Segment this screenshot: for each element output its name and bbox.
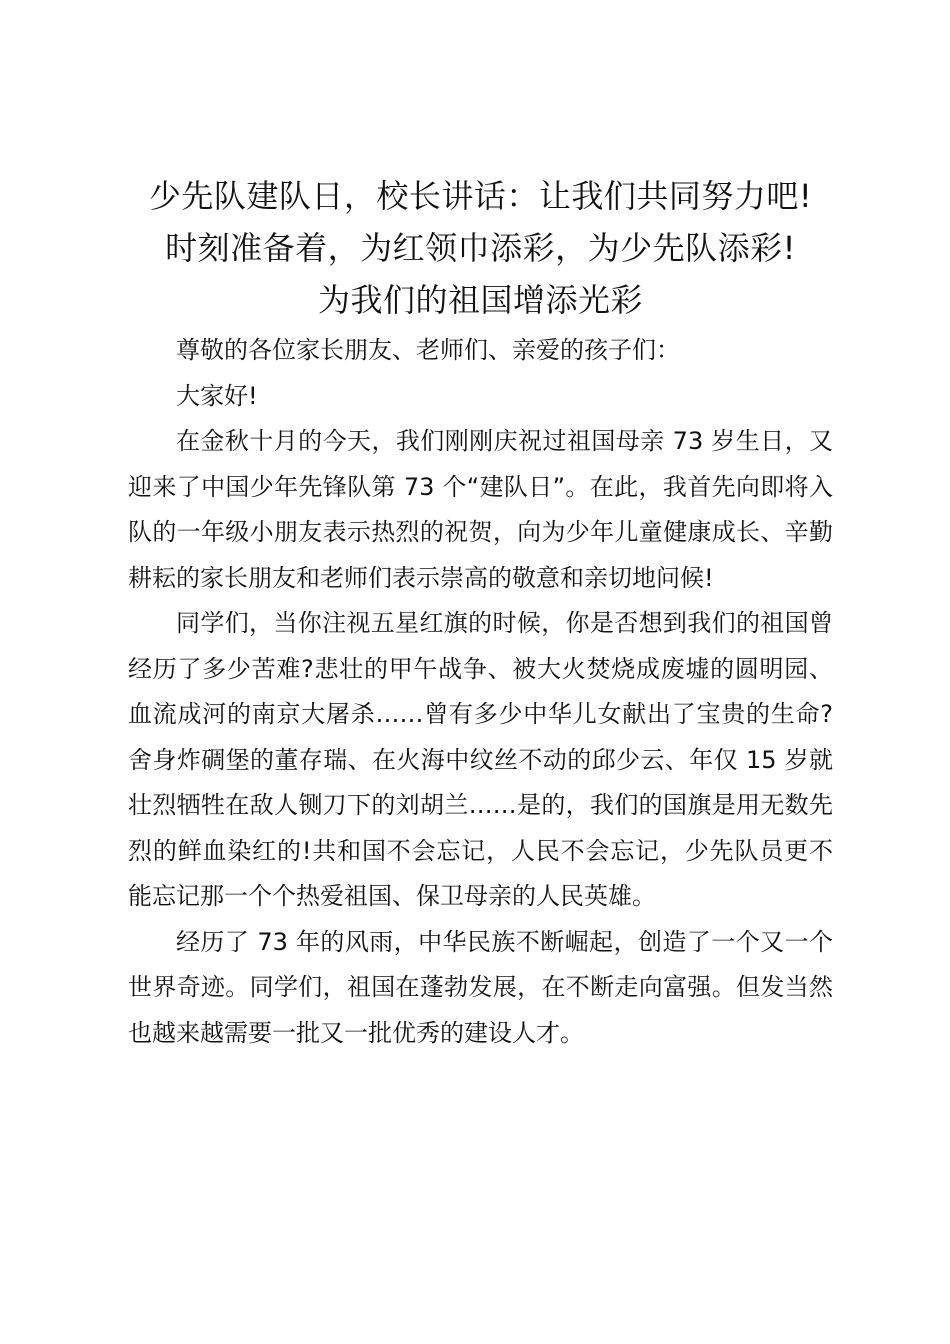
document-title: [128, 170, 833, 326]
document-body: [128, 328, 833, 1056]
title-line-3: 为我们的祖国增添光彩: [317, 281, 643, 319]
paragraph-2: 同学们，当你注视五星红旗的时候，你是否想到我们的祖国曾经历了多少苦难?悲壮的甲午战争、被大火焚烧成废墟的圆明园、血流成河的南京大屠杀……曾有多少中华儿女献出了宝贵的生命?舍身炸碉堡的董存瑞、在火海中纹丝不动的邱少云、年仅 15 岁就壮烈牺牲在敌人铡刀下的刘胡兰……是的，我们的国旗是用无数先烈的鲜血染红的!共和国不会忘记，人民不会忘记，少先队员更不能忘记那一个个热爱祖国、保卫母亲的人民英雄。: [128, 609, 833, 910]
paragraph-1: 在金秋十月的今天，我们刚刚庆祝过祖国母亲 73 岁生日，又迎来了中国少年先锋队第 73 个“建队日”。在此，我首先向即将入队的一年级小朋友表示热烈的祝贺，向为少年儿童健康成长、辛勤耕耘的家长朋友和老师们表示崇高的敬意和亲切地问候!: [128, 427, 833, 592]
document-page: [128, 170, 833, 1056]
paragraph-3: 经历了 73 年的风雨，中华民族不断崛起，创造了一个又一个世界奇迹。同学们，祖国在蓬勃发展，在不断走向富强。但发当然也越来越需要一批又一批优秀的建设人才。: [128, 927, 833, 1047]
title-line-2: 时刻准备着，为红领巾添彩，为少先队添彩!: [165, 229, 796, 267]
salutation: 尊敬的各位家长朋友、老师们、亲爱的孩子们：: [176, 336, 680, 364]
title-line-1: 少先队建队日，校长讲话：让我们共同努力吧!: [148, 177, 813, 215]
greeting: 大家好!: [176, 381, 258, 410]
